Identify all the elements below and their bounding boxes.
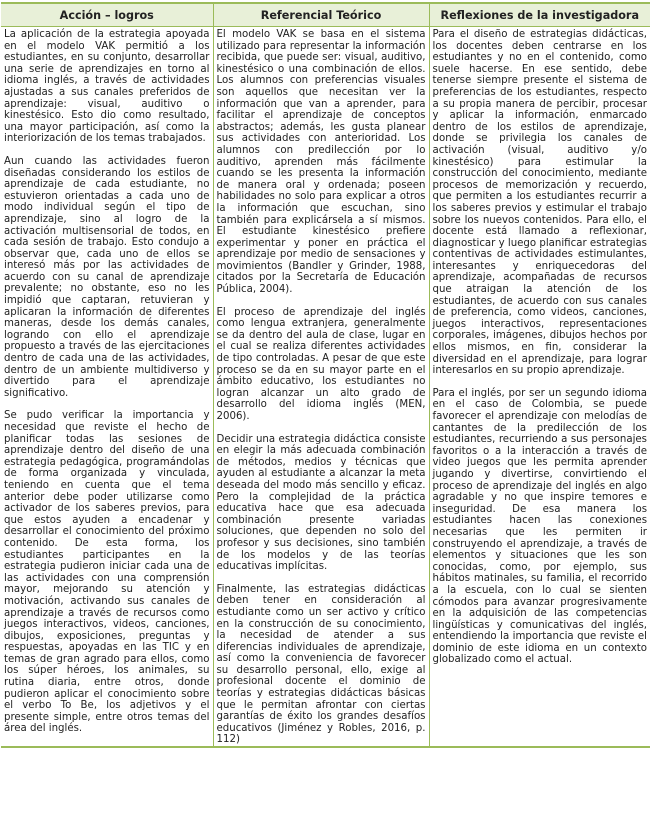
header-accion-logros: Acción – logros [1,3,213,27]
header-referencial-teorico: Referencial Teórico [213,3,429,27]
paragraph: Para el diseño de estrategias didácticas, los docentes deben centrarse en los estudiantes y no en el contenido, como suele hacerse. En ese sentido, debe tenerse siempre presente el sistema de preferencias de los estudiantes, respecto a su propia manera de percibir, procesar y aplicar la información, enmarcado dentro de los estilos de aprendizaje, donde se privilegia los canales de activación (visual, auditivo y/o kinestésico) para estimular la construcción del conocimiento, mediante procesos de memorización y recuerdo, que permiten a los estudiantes recurrir a los saberes previos y estimular el trabajo sobre los nuevos contenidos. Para ello, el docente está llamado a reflexionar, diagnosticar y luego planificar estrategias contentivas de actividades estimulantes, interesantes y enriquecedoras del aprendizaje, acompañadas de recursos que atraigan la atención de los estudiantes, de acuerdo con sus canales de preferencia, como videos, canciones, juegos interactivos, representaciones corporales, imágenes, dibujos hechos por ellos mismos, en fin, considerar la diversidad en el aprendizaje, para lograr interesarlos en su propio aprendizaje. [432,29,647,377]
paragraph: La aplicación de la estrategia apoyada en el modelo VAK permitió a los estudiantes, en su conjunto, desarrollar una serie de aprendizajes en torno al idioma inglés, a través de actividades ajustadas a sus canales preferidos de aprendizaje: visual, auditivo o kinestésico. Esto dio como resultado, una mayor participación, así como la interiorización de los temas trabajados. [4,29,210,145]
reflection-table [1,2,650,748]
paragraph: Finalmente, las estrategias didácticas deben tener en consideración al estudiante como un ser activo y crítico en la construcción de su conocimiento, la necesidad de atender a sus diferencias individuales de aprendizaje, así como la conveniencia de favorecer su desarrollo personal, ello, exige al profesional docente el dominio de teorías y estrategias didácticas básicas que le permitan afrontar con ciertas garantías de éxito los grandes desafíos educativos (Jiménez y Robles, 2016, p. 112) [216,583,426,746]
paragraph: Se pudo verificar la importancia y necesidad que reviste el hecho de planificar todas las sesiones de aprendizaje dentro del diseño de una estrategia pedagógica, programándolas de forma organizada y vinculada, teniendo en cuenta que el tema anterior debe poder utilizarse como activador de los saberes previos, para que estos ayuden a encadenar y desarrollar el conocimiento del próximo contenido. De esta forma, los estudiantes participantes en la estrategia pudieron iniciar cada una de las actividades con una comprensión mayor, mejorando su atención y motivación, activando sus canales de aprendizaje a través de recursos como juegos interactivos, videos, canciones, dibujos, exposiciones, preguntas y respuestas, apoyadas en las TIC y en temas de gran agrado para ellos, como los súper héroes, los animales, su rutina diaria, entre otros, donde pudieron aplicar el conocimiento sobre el verbo To Be, los adjetivos y el presente simple, entre otros temas del área del inglés. [4,410,210,735]
paragraph: El proceso de aprendizaje del inglés como lengua extranjera, generalmente se da dentro del aula de clase, lugar en el cual se realiza diferentes actividades de tipo controladas. A pesar de que este proceso se da en su mayor parte en el ámbito educativo, los estudiantes no logran alcanzar un alto grado de desarrollo del idioma inglés (MEN, 2006). [216,306,426,422]
content-row [1,27,650,748]
header-reflexiones: Reflexiones de la investigadora [429,3,650,27]
paragraph: Decidir una estrategia didáctica consiste en elegir la más adecuada combinación de métodos, medios y técnicas que ayuden al estudiante a alcanzar la meta deseada del modo más sencillo y eficaz. Pero la complejidad de la práctica educativa hace que esa adecuada combinación presente variadas soluciones, que dependen no solo del profesor y sus decisiones, sino también de los modelos y de las teorías educativas implícitas. [216,433,426,573]
column-referencial-teorico [213,27,429,748]
column-accion-logros [1,27,213,748]
paragraph: Para el inglés, por ser un segundo idioma en el caso de Colombia, se puede favorecer el aprendizaje con melodías de cantantes de la predilección de los estudiantes, recurriendo a sus personajes favoritos o a la interacción a través de video juegos que les permita aprender jugando y divertirse, convirtiendo el proceso de aprendizaje del inglés en algo agradable y no que inspire temores e inseguridad. De esa manera los estudiantes hacen las conexiones necesarias que les permiten ir construyendo el aprendizaje, a través de elementos y situaciones que les son conocidas, como, por ejemplo, sus hábitos matinales, su familia, el recorrido a la escuela, con lo cual se sienten cómodos para avanzar progresivamente en la adquisición de las competencias lingüísticas y comunicativas del inglés, entendiendo la importancia que reviste el dominio de este idioma en un contexto globalizado como el actual. [432,387,647,666]
column-reflexiones [429,27,650,748]
paragraph: Aun cuando las actividades fueron diseñadas considerando los estilos de aprendizaje de cada estudiante, no estuvieron orientadas a cada uno de modo individual según el tipo de aprendizaje, sino al logro de la activación multisensorial de todos, en cada sesión de trabajo. Esto condujo a observar que, cada uno de ellos se interesó más por las actividades de acuerdo con su canal de aprendizaje prevalente; no obstante, eso no les impidió que captaran, retuvieran y aplicaran la información de diferentes maneras, desde los demás canales, logrando con ello el aprendizaje propuesto a través de las ejercitaciones dentro de cada una de las actividades, dentro de un ambiente multidiverso y divertido para el aprendizaje significativo. [4,155,210,399]
document-page [1,2,650,748]
header-row [1,3,650,27]
paragraph: El modelo VAK se basa en el sistema utilizado para representar la información recibida, que puede ser: visual, auditivo, kinestésico o una combinación de ellos. Los alumnos con preferencias visuales son aquellos que necesitan ver la información que van a aprender, para facilitar el aprendizaje de conceptos abstractos; además, les gusta planear sus actividades con anterioridad. Los alumnos con predilección por lo auditivo, aprenden más fácilmente cuando se les presenta la información de manera oral y ordenada; poseen habilidades no solo para explicar a otros la información que escuchan, sino también para explicársela a sí mismos. El estudiante kinestésico prefiere experimentar y poner en práctica el aprendizaje por medio de sensaciones y movimientos (Bandler y Grinder, 1988, citados por la Secretaría de Educación Pública, 2004). [216,29,426,296]
